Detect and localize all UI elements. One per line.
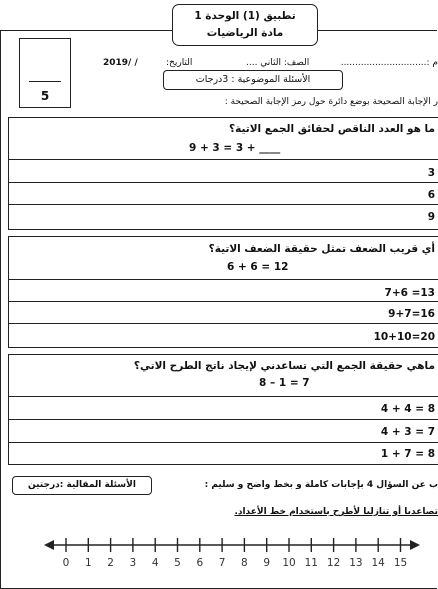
row-divider [9, 279, 438, 280]
row-divider [9, 301, 438, 302]
tick-label: 1 [84, 557, 92, 569]
tick-label: 0 [62, 557, 70, 569]
right-arrow-icon [410, 540, 420, 550]
question-1-text: ما هو العدد الناقص لحقائق الجمع الاتية؟ [229, 123, 435, 135]
option-2a[interactable]: 7+6 =13 [384, 287, 435, 299]
title-line-2: مادة الرياضيات [206, 27, 284, 39]
essay-instruction: ب عن السؤال 4 بإجابات كاملة و بخط واضح و سليم : [204, 480, 438, 490]
tick-label: 3 [129, 557, 137, 569]
tick-label: 10 [282, 557, 296, 569]
option-2c[interactable]: 10+10=20 [373, 331, 435, 343]
grade-label: الصف: الثاني .... [246, 58, 310, 68]
tick-label: 11 [304, 557, 318, 569]
row-divider [9, 419, 438, 420]
question-3-box [8, 354, 438, 465]
tick-label: 12 [326, 557, 341, 569]
option-1b[interactable]: 6 [427, 189, 435, 201]
row-divider [9, 182, 438, 183]
score-total: 5 [40, 89, 50, 103]
question-2-equation: 6 + 6 = 12 [227, 261, 289, 273]
score-divider [29, 81, 61, 82]
question-1-box [8, 117, 438, 230]
left-arrow-icon [44, 540, 54, 550]
score-box [19, 38, 71, 108]
row-divider [9, 442, 438, 443]
option-1a[interactable]: 3 [427, 167, 435, 179]
year-label: 2019/ / [103, 58, 138, 68]
question-3-equation: 8 – 1 = 7 [259, 377, 310, 389]
worksheet-title [172, 4, 318, 46]
objective-section-label: الأسئلة الموضوعية : 3درجات [163, 70, 343, 90]
tick-label: 7 [218, 557, 226, 569]
tick-label: 5 [174, 557, 181, 569]
question-2-text: أي قريب الضعف تمثل حقيقة الضعف الاتية؟ [208, 243, 435, 255]
tick-label: 6 [196, 557, 204, 569]
question-3-text: ماهي حقيقة الجمع التي تساعدني لإيجاد ناتج الطرح الاتي؟ [133, 360, 435, 372]
tick-label: 14 [371, 557, 385, 569]
date-label: التاريخ: [166, 58, 193, 68]
title-line-1: تطبيق (1) الوحدة 1 [194, 10, 296, 22]
tick-label: 2 [107, 557, 114, 569]
tick-label: 13 [349, 557, 363, 569]
tick-label: 15 [393, 557, 408, 569]
student-name-label: م :.............................. [340, 58, 438, 68]
number-line [0, 530, 438, 560]
option-2b[interactable]: 9+7=16 [388, 308, 435, 320]
tick-label: 4 [151, 557, 159, 569]
question-2-box [8, 236, 438, 348]
option-3c[interactable]: 1 + 7 = 8 [380, 448, 435, 460]
option-1c[interactable]: 9 [427, 211, 435, 223]
row-divider [9, 323, 438, 324]
row-divider [9, 204, 438, 205]
question-1-equation: 9 + 3 = 3 + ____ [189, 142, 281, 154]
row-divider [9, 396, 438, 397]
tick-label: 8 [241, 557, 248, 569]
essay-section-label: الأسئلة المقالية :درجتين [12, 476, 152, 495]
row-divider [9, 159, 438, 160]
option-3b[interactable]: 4 + 3 = 7 [380, 426, 435, 438]
option-3a[interactable]: 4 + 4 = 8 [380, 403, 435, 415]
tick-label: 9 [263, 557, 271, 569]
instruction-text: ر الإجابة الصحيحة بوضع دائرة حول رمز الإجابة الصحيحة : [224, 97, 438, 107]
essay-task: تصاعديا أو تنازليا لأطرح باستخدام خط الأعداد. [234, 507, 438, 517]
